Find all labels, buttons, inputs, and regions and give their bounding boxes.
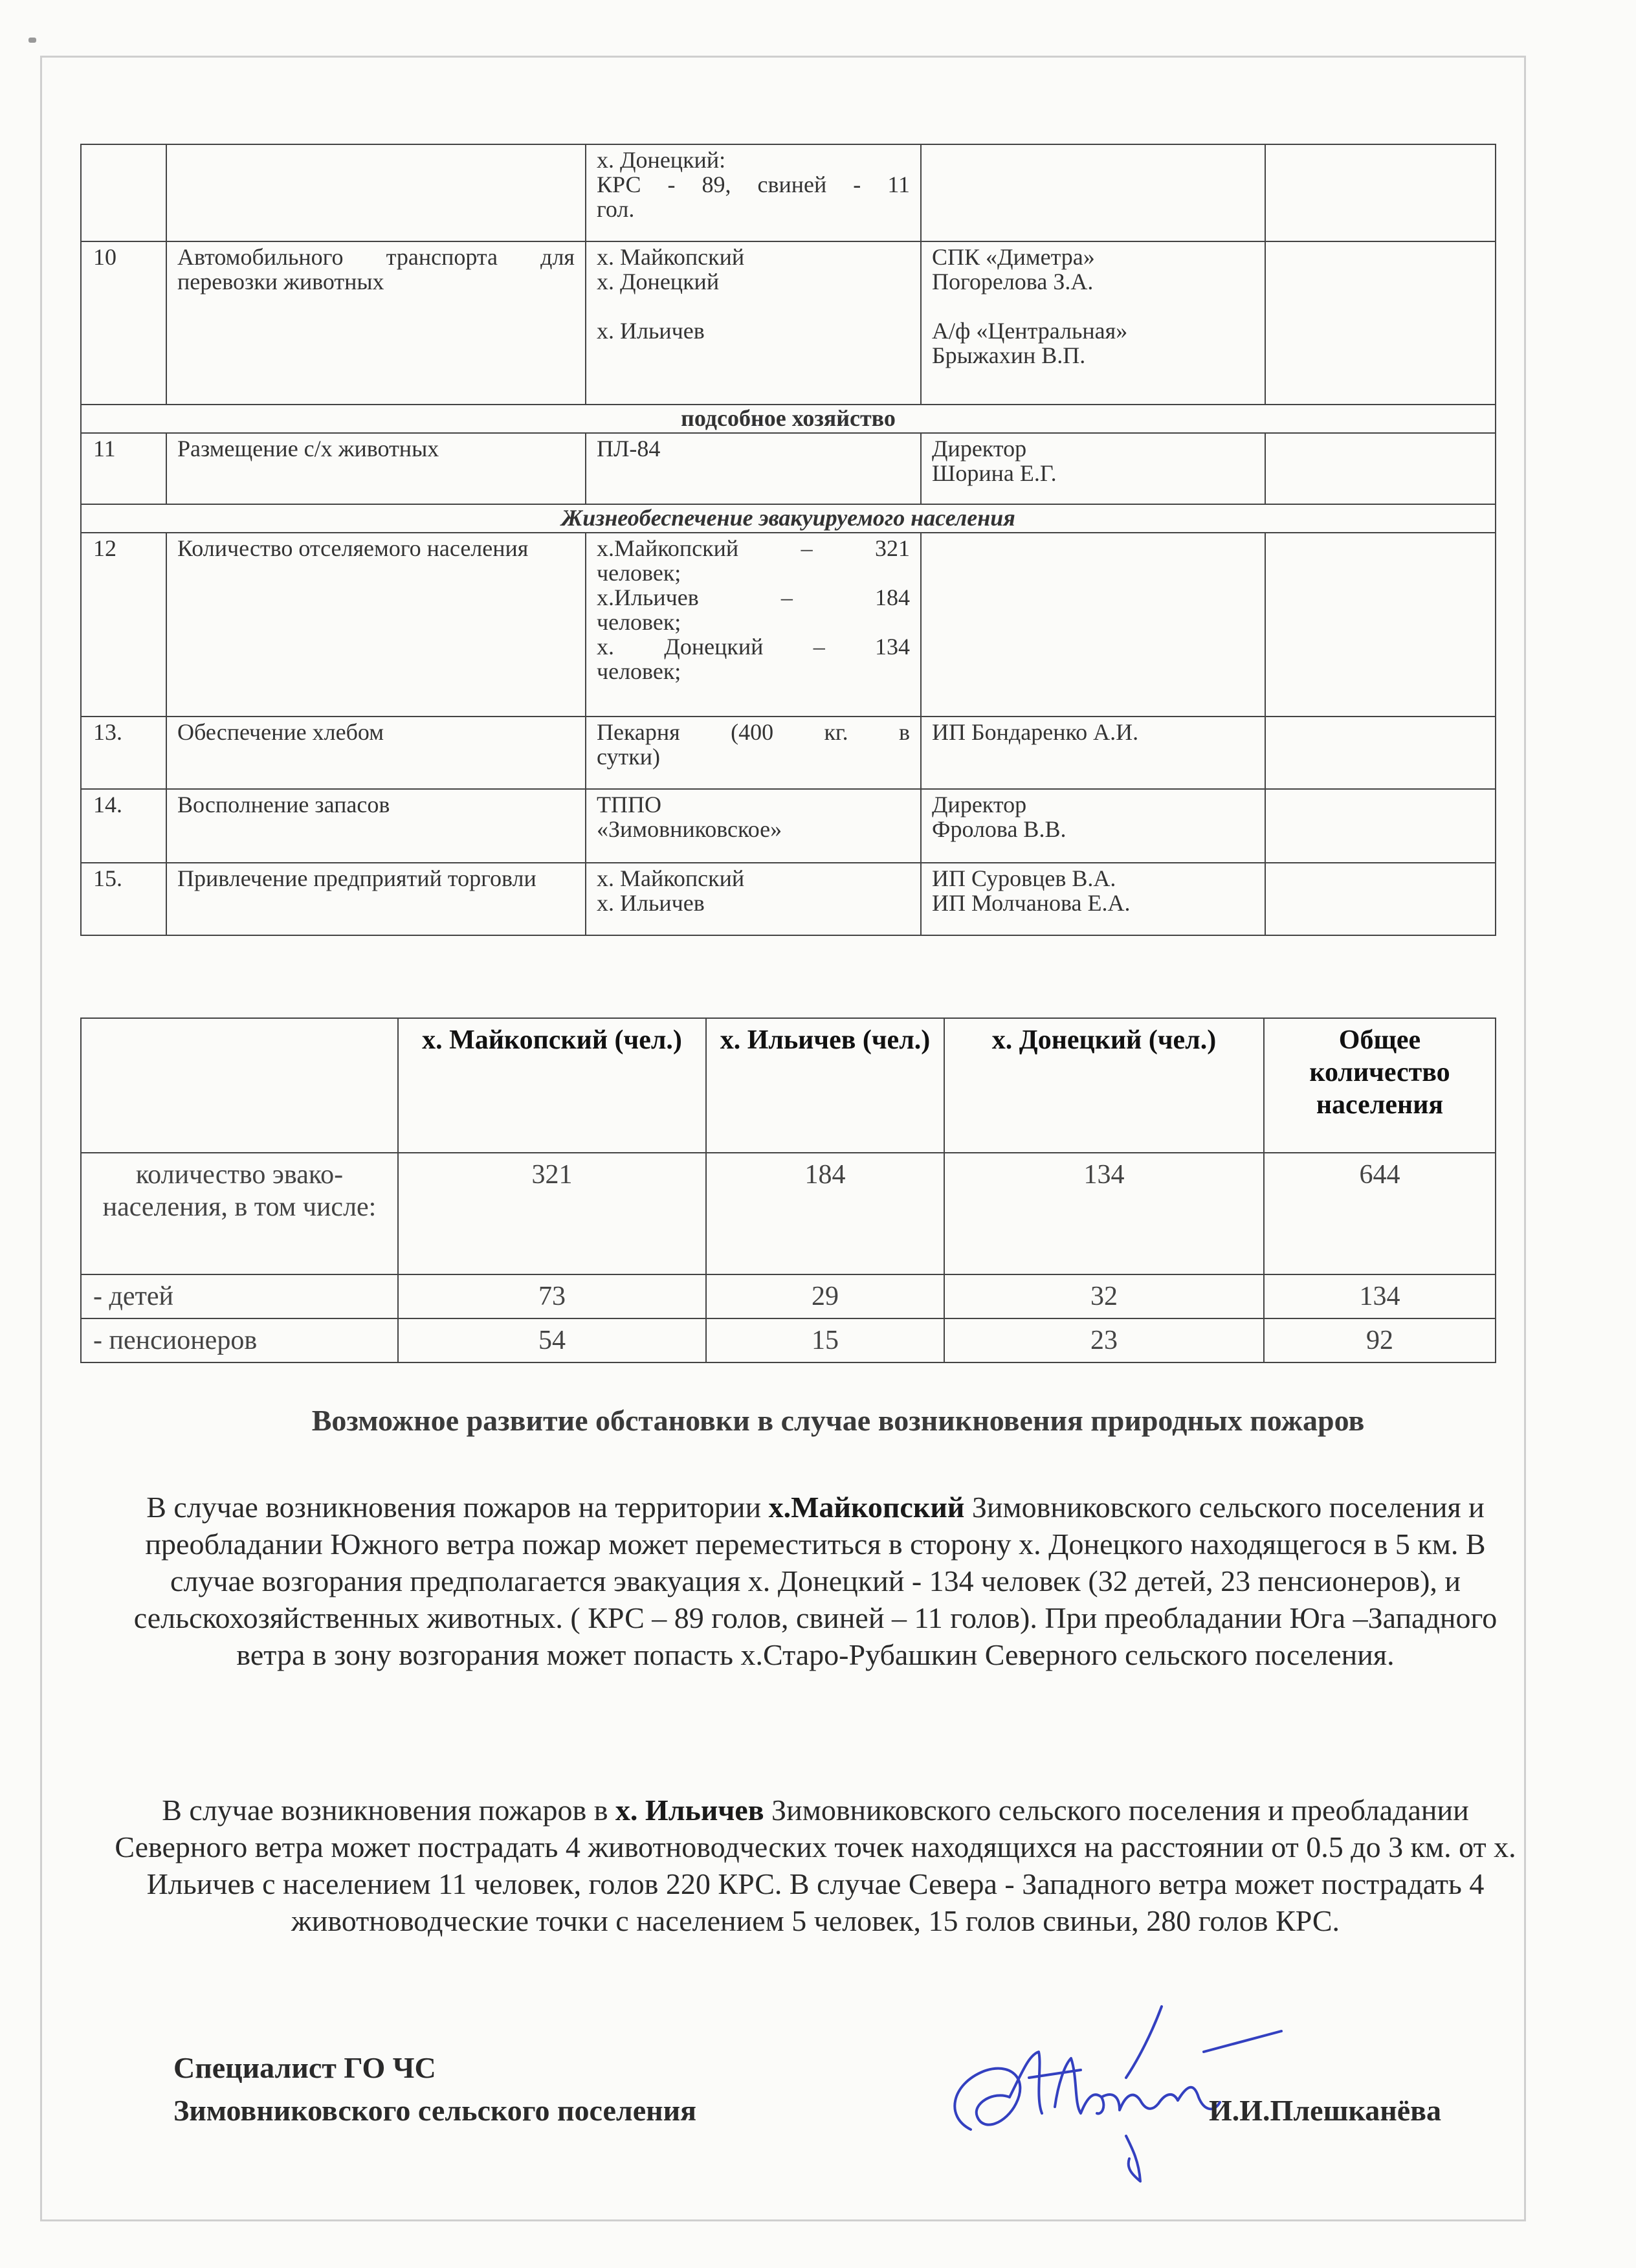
signatory-name: И.И.Плешканёва bbox=[1209, 2094, 1441, 2127]
location-line: х.Ильичев – 184 bbox=[597, 584, 910, 610]
table-cell: 321 bbox=[398, 1153, 706, 1274]
location-cell bbox=[586, 863, 921, 935]
location-line: х. Ильичев bbox=[597, 318, 705, 344]
location-line: х. Донецкий – 134 bbox=[597, 634, 910, 660]
row-label: - пенсионеров bbox=[81, 1318, 398, 1362]
table-cell: 32 bbox=[944, 1274, 1264, 1318]
paragraph-ilyichev bbox=[110, 1792, 1521, 1939]
note-cell bbox=[1265, 144, 1496, 241]
table-row bbox=[81, 241, 1496, 405]
paragraph-bold: х.Майкопский bbox=[768, 1491, 965, 1524]
paragraph-maikopsky bbox=[110, 1489, 1521, 1673]
location-line: человек; bbox=[597, 560, 681, 586]
paragraph-rest: Зимовниковского сельского поселения и преобладании Южного ветра пожар может переместиться в сторону х. Донецкого находящегося в 5 км. В случае возгорания предполагается эвакуация х. Донецкий - 134 человек (32 детей, 23 пенсионеров), и сельскохозяйственных животных. ( КРС – 89 голов, свиней – 11 голов). При преобладании Юга –Западного ветра в зону возгорания может попасть х.Старо-Рубашкин Северного сельского поселения. bbox=[133, 1491, 1498, 1671]
section-row bbox=[81, 504, 1496, 533]
location-line: человек; bbox=[597, 658, 681, 684]
location-cell bbox=[586, 533, 921, 717]
header-cell: х. Ильичев (чел.) bbox=[706, 1018, 944, 1153]
table-cell: 134 bbox=[944, 1153, 1264, 1274]
location-line: ПЛ-84 bbox=[597, 436, 661, 461]
table-cell: 29 bbox=[706, 1274, 944, 1318]
measure-name: Размещение с/х животных bbox=[166, 433, 586, 504]
row-number: 13. bbox=[81, 717, 166, 789]
section-heading: Возможное развитие обстановки в случае возникновения природных пожаров bbox=[311, 1404, 1365, 1437]
paragraph-rest: Зимовниковского сельского поселения и преобладании Северного ветра может пострадать 4 животноводческих точек находящихся на расстоянии от 0.5 до 3 км. от х. Ильичев с населением 11 человек, голов 220 КРС. В случае Севера - Западного ветра может пострадать 4 животноводческие точки с населением 5 человек, 15 голов свиньи, 280 голов КРС. bbox=[115, 1794, 1516, 1937]
location-cell bbox=[586, 241, 921, 405]
note-cell bbox=[1265, 433, 1496, 504]
responsible-line bbox=[932, 294, 1254, 318]
location-cell bbox=[586, 789, 921, 863]
measure-name: Привлечение предприятий торговли bbox=[166, 863, 586, 935]
responsible-line: СПК «Диметра» bbox=[932, 244, 1095, 270]
responsible-line: ИП Бондаренко А.И. bbox=[932, 719, 1139, 745]
responsible-line: Шорина Е.Г. bbox=[932, 460, 1057, 486]
location-line: х. Майкопский bbox=[597, 865, 745, 891]
header-cell: х. Донецкий (чел.) bbox=[944, 1018, 1264, 1153]
table-row bbox=[81, 789, 1496, 863]
responsible-line: Директор bbox=[932, 436, 1027, 461]
row-number: 11 bbox=[81, 433, 166, 504]
signatory-position bbox=[173, 2047, 696, 2132]
responsible-cell bbox=[921, 533, 1265, 717]
table-row bbox=[81, 717, 1496, 789]
location-line: ТППО bbox=[597, 792, 661, 817]
section-title: Жизнеобеспечение эвакуируемого населения bbox=[81, 504, 1496, 533]
table-cell: 644 bbox=[1264, 1153, 1496, 1274]
position-line: Зимовниковского сельского поселения bbox=[173, 2094, 697, 2127]
location-line: х. Ильичев bbox=[597, 890, 705, 916]
paragraph-lead: В случае возникновения пожаров на территории bbox=[146, 1491, 769, 1524]
table-row bbox=[81, 1318, 1496, 1362]
location-line: «Зимовниковское» bbox=[597, 816, 782, 842]
paragraph-bold: х. Ильичев bbox=[615, 1794, 764, 1827]
location-line: х. Донецкий bbox=[597, 269, 720, 295]
location-line: х. Майкопский bbox=[597, 244, 745, 270]
table-header-row bbox=[81, 1018, 1496, 1153]
location-cell bbox=[586, 433, 921, 504]
responsible-line: А/ф «Центральная» bbox=[932, 318, 1128, 344]
note-cell bbox=[1265, 789, 1496, 863]
location-line: гол. bbox=[597, 196, 635, 222]
table-row bbox=[81, 144, 1496, 241]
table-cell: 15 bbox=[706, 1318, 944, 1362]
responsible-cell bbox=[921, 144, 1265, 241]
measure-name: Количество отселяемого населения bbox=[166, 533, 586, 717]
note-cell bbox=[1265, 241, 1496, 405]
note-cell bbox=[1265, 717, 1496, 789]
section-title: подсобное хозяйство bbox=[81, 405, 1496, 433]
responsible-line: ИП Суровцев В.А. bbox=[932, 865, 1116, 891]
population-table bbox=[80, 1017, 1496, 1363]
table-row bbox=[81, 433, 1496, 504]
location-line bbox=[597, 294, 910, 318]
header-cell: х. Майкопский (чел.) bbox=[398, 1018, 706, 1153]
table-cell: 134 bbox=[1264, 1274, 1496, 1318]
header-cell bbox=[81, 1018, 398, 1153]
note-cell bbox=[1265, 533, 1496, 717]
responsible-cell bbox=[921, 863, 1265, 935]
responsible-cell bbox=[921, 789, 1265, 863]
responsible-line: Директор bbox=[932, 792, 1027, 817]
table-row bbox=[81, 1274, 1496, 1318]
table-cell: 92 bbox=[1264, 1318, 1496, 1362]
responsible-line: Погорелова З.А. bbox=[932, 269, 1094, 295]
measure-name: Восполнение запасов bbox=[166, 789, 586, 863]
measure-name: Автомобильного транспорта для перевозки животных bbox=[166, 241, 586, 405]
location-line: КРС - 89, свиней - 11 bbox=[597, 172, 910, 197]
note-cell bbox=[1265, 863, 1496, 935]
responsible-line: Фролова В.В. bbox=[932, 816, 1067, 842]
row-number bbox=[81, 144, 166, 241]
table-row bbox=[81, 533, 1496, 717]
table-cell: 73 bbox=[398, 1274, 706, 1318]
row-label: - детей bbox=[81, 1274, 398, 1318]
row-number: 14. bbox=[81, 789, 166, 863]
position-line: Специалист ГО ЧС bbox=[173, 2051, 436, 2084]
responsible-line: Брыжахин В.П. bbox=[932, 342, 1086, 368]
table-cell: 54 bbox=[398, 1318, 706, 1362]
table-row bbox=[81, 863, 1496, 935]
location-cell bbox=[586, 717, 921, 789]
measure-name bbox=[166, 144, 586, 241]
paragraph-lead: В случае возникновения пожаров в bbox=[162, 1794, 615, 1827]
row-number: 15. bbox=[81, 863, 166, 935]
responsible-cell bbox=[921, 433, 1265, 504]
section-row bbox=[81, 405, 1496, 433]
responsible-cell bbox=[921, 717, 1265, 789]
scan-mark bbox=[28, 38, 36, 43]
location-cell bbox=[586, 144, 921, 241]
measures-table bbox=[80, 144, 1496, 936]
location-line: Пекарня (400 кг. в bbox=[597, 719, 910, 745]
location-line: сутки) bbox=[597, 744, 660, 770]
responsible-line: ИП Молчанова Е.А. bbox=[932, 890, 1131, 916]
row-label: количество эвако-населения, в том числе: bbox=[81, 1153, 398, 1274]
row-number: 12 bbox=[81, 533, 166, 717]
row-number: 10 bbox=[81, 241, 166, 405]
location-line: х. Донецкий: bbox=[597, 147, 726, 173]
header-cell: Общее количество населения bbox=[1264, 1018, 1496, 1153]
table-cell: 184 bbox=[706, 1153, 944, 1274]
table-cell: 23 bbox=[944, 1318, 1264, 1362]
measure-name: Обеспечение хлебом bbox=[166, 717, 586, 789]
responsible-cell bbox=[921, 241, 1265, 405]
location-line: человек; bbox=[597, 609, 681, 635]
location-line: х.Майкопский – 321 bbox=[597, 535, 910, 561]
table-row bbox=[81, 1153, 1496, 1274]
